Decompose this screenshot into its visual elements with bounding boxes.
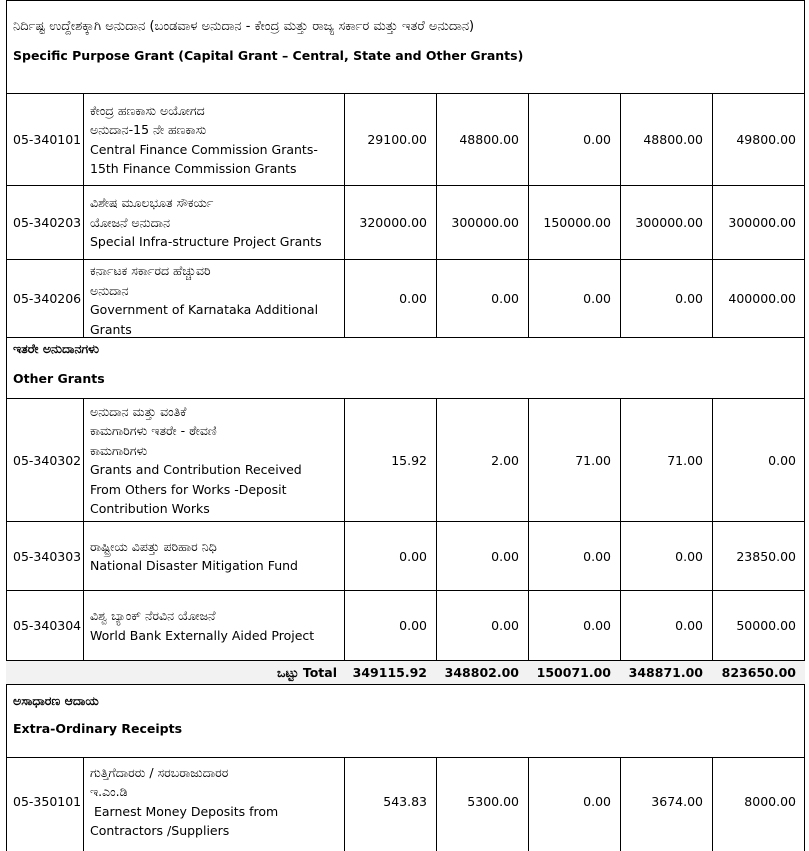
account-code: 05-340302 [13,452,82,468]
account-description [84,94,344,185]
description-kannada: ರಾಷ್ಟ್ರೀಯ ವಿಪತ್ತು ಪರಿಹಾರ ನಿಧಿ [90,538,217,554]
section-title-english: Specific Purpose Grant (Capital Grant – Central, State and Other Grants) [13,48,524,63]
description-english: 15th Finance Commission Grants [90,161,297,176]
description-english: Contribution Works [90,501,210,516]
account-description [84,260,344,337]
amount-cell: 0.00 [675,548,703,564]
amount-cell: 0.00 [583,618,611,633]
description-english: National Disaster Mitigation Fund [90,558,298,573]
amount-cell: 50000.00 [736,618,796,633]
description-english: Grants and Contribution Received [90,462,302,477]
table-row [6,399,805,521]
account-code: 05-350101 [13,794,82,809]
description-english: Special Infra-structure Project Grants [90,234,322,250]
amount-cell: 0.00 [768,452,796,468]
amount-cell: 71.00 [667,452,703,468]
rule [6,337,805,338]
amount-cell: 48800.00 [459,132,519,147]
subsection-title-kannada: ಅಸಾಧಾರಣ ಆದಾಯ [13,693,99,708]
description-kannada: ಇ.ಎಂ.ಡಿ [90,784,128,799]
description-kannada: ವಿಶೇಷ ಮೂಲಭೂತ ಸೌಕರ್ಯ [90,195,214,211]
amount-cell: 8000.00 [744,794,796,809]
rule [6,684,805,685]
amount-cell: 5300.00 [467,794,519,809]
amount-cell: 0.00 [675,291,703,306]
amount-cell: 0.00 [399,291,427,306]
description-english: Government of Karnataka Additional [90,302,319,317]
description-kannada: ಗುತ್ತಿಗೆದಾರರು / ಸರಬರಾಜುದಾರರ [90,764,229,780]
description-english: Contractors /Suppliers [90,823,230,838]
amount-cell: 0.00 [399,548,427,564]
description-english: World Bank Externally Aided Project [90,627,315,643]
account-description [84,758,344,845]
amount-cell: 2.00 [491,452,519,468]
table-row [6,94,805,185]
amount-cell: 320000.00 [359,215,427,230]
total-amount: 348871.00 [628,665,703,680]
account-code: 05-340303 [13,548,82,564]
account-description [84,591,344,660]
description-kannada: ಯೋಜನೆ ಅನುದಾನ [90,214,171,230]
account-description [84,522,344,590]
amount-cell: 48800.00 [643,132,703,147]
subsection-title-english: Other Grants [13,371,105,386]
amount-cell: 300000.00 [635,215,703,230]
total-row [6,661,805,684]
description-english: Earnest Money Deposits from [90,803,279,819]
total-amount: 349115.92 [352,665,427,680]
description-english: From Others for Works -Deposit [90,481,287,497]
total-amount: 823650.00 [721,665,796,680]
account-description [84,399,344,521]
account-description [84,186,344,259]
subsection-title-kannada: ಇತರೇ ಅನುದಾನಗಳು [13,341,99,356]
account-code: 05-340206 [13,291,82,306]
description-kannada: ಕಾಮಗಾರಿಗಳು ಇತರೇ - ಠೇವಣಿ [90,423,217,438]
amount-cell: 150000.00 [543,215,611,230]
amount-cell: 29100.00 [367,132,427,147]
description-english: Central Finance Commission Grants- [90,141,318,157]
amount-cell: 0.00 [583,548,611,564]
amount-cell: 300000.00 [728,215,796,230]
amount-cell: 0.00 [491,548,519,564]
account-code: 05-340101 [13,132,82,147]
amount-cell: 0.00 [583,132,611,147]
total-amount: 150071.00 [536,665,611,680]
description-kannada: ಅನುದಾನ-15 ನೇ ಹಣಕಾಸು [90,122,207,137]
account-code: 05-340203 [13,215,82,230]
amount-cell: 3674.00 [651,794,703,809]
description-kannada: ವಿಶ್ವ ಬ್ಯಾಂಕ್ ನೆರವಿನ ಯೋಜನೆ [90,608,216,623]
description-kannada: ಅನುದಾನ ಮತ್ತು ವಂತಿಕೆ [90,403,187,419]
account-code: 05-340304 [13,618,82,633]
description-kannada: ಕಾಮಗಾರಿಗಳು [90,442,148,458]
table-row [6,591,805,660]
table-row [6,522,805,590]
amount-cell: 15.92 [391,452,427,468]
table-row [6,260,805,337]
amount-cell: 71.00 [575,452,611,468]
amount-cell: 23850.00 [736,548,796,564]
table-row [6,186,805,259]
rule [6,0,805,1]
amount-cell: 300000.00 [451,215,519,230]
amount-cell: 49800.00 [736,132,796,147]
subsection-title-english: Extra-Ordinary Receipts [13,721,183,736]
amount-cell: 0.00 [583,291,611,306]
total-amount: 348802.00 [444,665,519,680]
total-label: ಒಟ್ಟು Total [277,664,337,680]
description-kannada: ಅನುದಾನ [90,282,129,298]
description-english: Grants [90,321,132,337]
description-kannada: ಕೇಂದ್ರ ಹಣಕಾಸು ಅಯೋಗದ [90,102,205,118]
amount-cell: 0.00 [675,618,703,633]
amount-cell: 0.00 [583,794,611,809]
amount-cell: 543.83 [383,794,427,809]
amount-cell: 0.00 [399,618,427,633]
description-kannada: ಕರ್ನಾಟಕ ಸರ್ಕಾರದ ಹೆಚ್ಚುವರಿ [90,263,211,278]
table-row [6,758,805,845]
amount-cell: 0.00 [491,618,519,633]
amount-cell: 0.00 [491,291,519,306]
section-title-kannada: ನಿರ್ದಿಷ್ಟ ಉದ್ದೇಶಕ್ಕಾಗಿ ಅನುದಾನ (ಬಂಡವಾಳ ಅನುದಾನ - ಕೇಂದ್ರ ಮತ್ತು ರಾಜ್ಯ ಸರ್ಕಾರ ಮತ್ತು ಇತರೆ ಅನುದಾನ) [13,19,475,34]
amount-cell: 400000.00 [728,291,796,306]
